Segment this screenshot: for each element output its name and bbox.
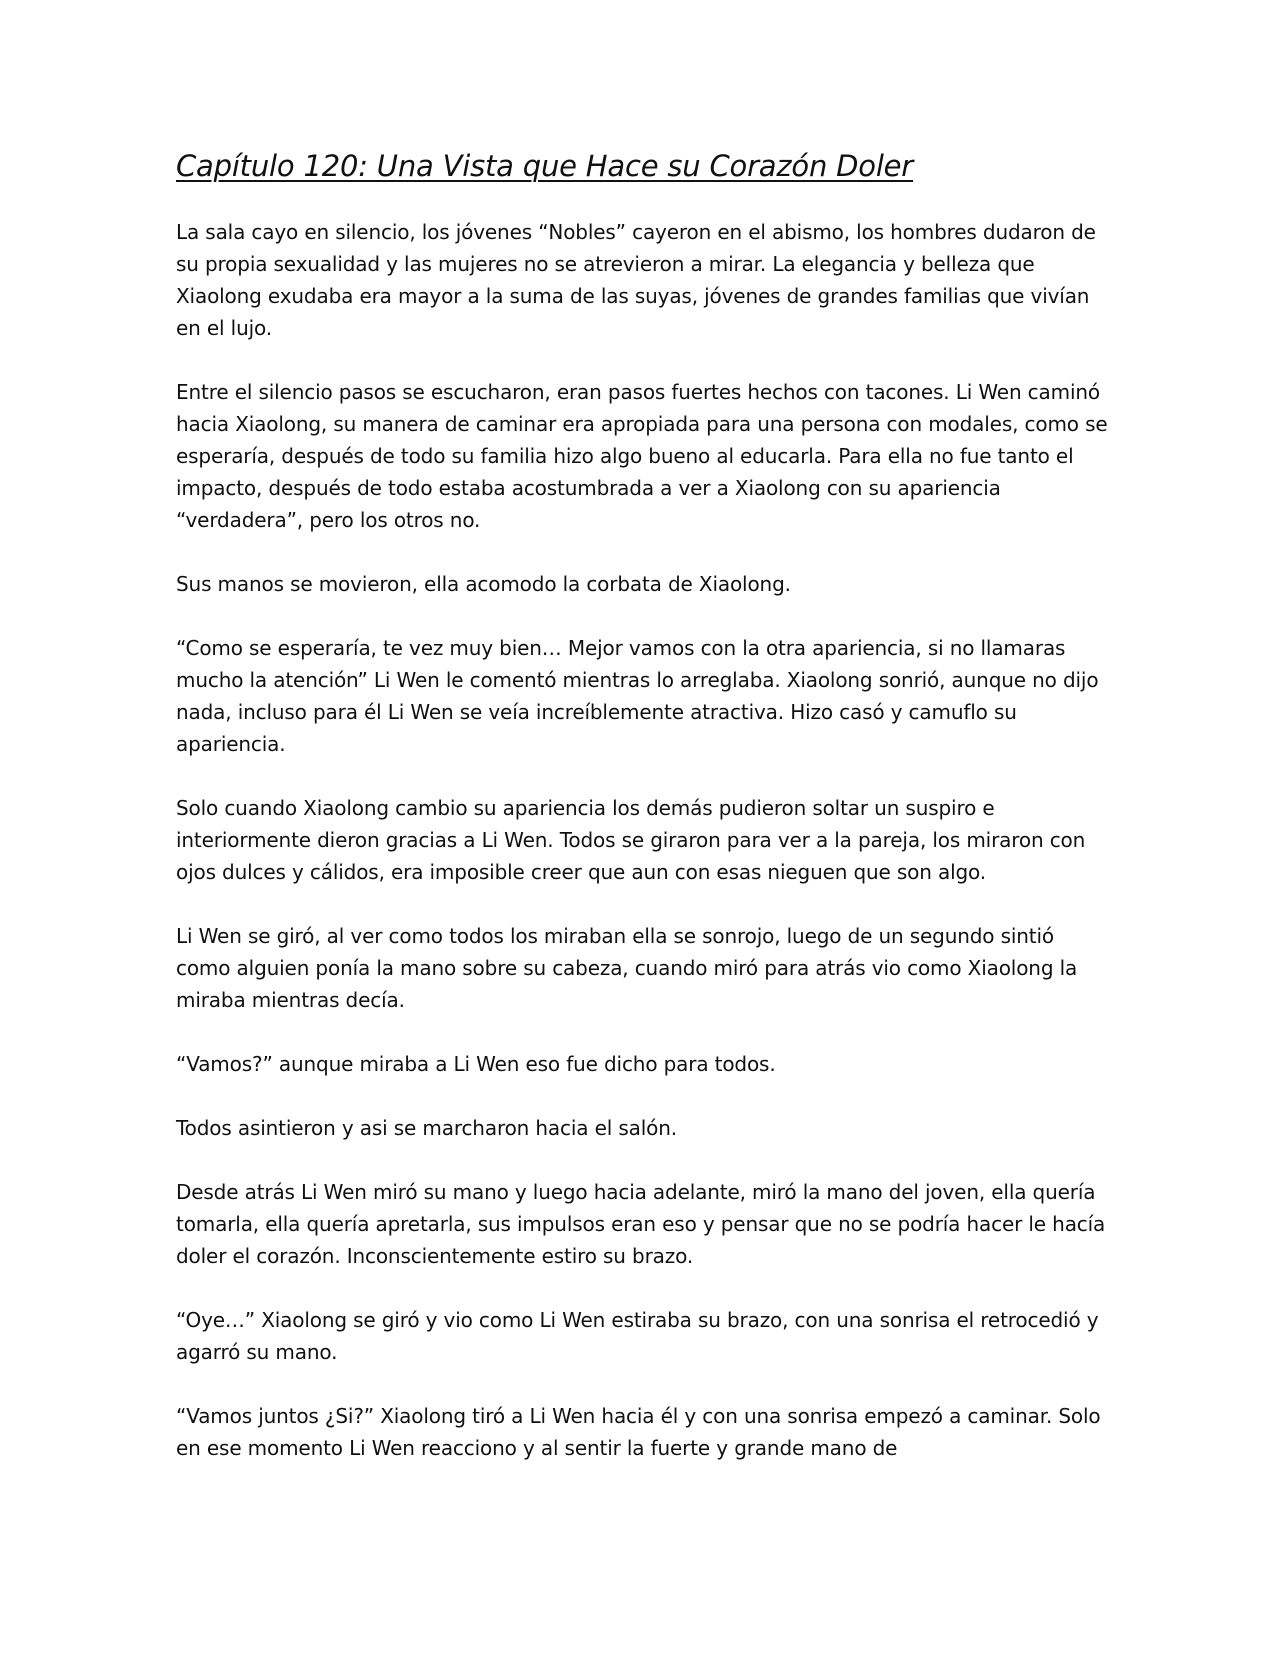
- paragraph-5: Solo cuando Xiaolong cambio su apariencia los demás pudieron soltar un suspiro e interiormente dieron gracias a Li Wen. Todos se giraron para ver a la pareja, los miraron con ojos dulces y cálidos, era imposible creer que aun con esas nieguen que son algo.: [176, 796, 1086, 884]
- paragraph-2: Entre el silencio pasos se escucharon, eran pasos fuertes hechos con tacones. Li Wen caminó hacia Xiaolong, su manera de caminar era apropiada para una persona con modales, como se esperaría, después de todo su familia hizo algo bueno al educarla. Para ella no fue tanto el impacto, después de todo estaba acostumbrada a ver a Xiaolong con su apariencia “verdadera”, pero los otros no.: [176, 380, 1108, 532]
- paragraph-3: Sus manos se movieron, ella acomodo la corbata de Xiaolong.: [176, 572, 791, 596]
- paragraph-8: Todos asintieron y asi se marcharon hacia el salón.: [176, 1116, 677, 1140]
- paragraph-1: La sala cayo en silencio, los jóvenes “Nobles” cayeron en el abismo, los hombres dudaron de su propia sexualidad y las mujeres no se atrevieron a mirar. La elegancia y belleza que Xiaolong exudaba era mayor a la suma de las suyas, jóvenes de grandes familias que vivían en el lujo.: [176, 220, 1096, 340]
- paragraph-6: Li Wen se giró, al ver como todos los miraban ella se sonrojo, luego de un segundo sintió como alguien ponía la mano sobre su cabeza, cuando miró para atrás vio como Xiaolong la miraba mientras decía.: [176, 924, 1078, 1012]
- paragraph-10: “Oye…” Xiaolong se giró y vio como Li Wen estiraba su brazo, con una sonrisa el retrocedió y agarró su mano.: [176, 1308, 1099, 1364]
- paragraph-11: “Vamos juntos ¿Si?” Xiaolong tiró a Li Wen hacia él y con una sonrisa empezó a caminar. Solo en ese momento Li Wen reacciono y al sentir la fuerte y grande mano de: [176, 1404, 1101, 1460]
- paragraph-9: Desde atrás Li Wen miró su mano y luego hacia adelante, miró la mano del joven, ella quería tomarla, ella quería apretarla, sus impulsos eran eso y pensar que no se podría hacer le hacía doler el corazón. Inconscientemente estiro su brazo.: [176, 1180, 1106, 1268]
- document-content: [176, 146, 1112, 1464]
- paragraph-7: “Vamos?” aunque miraba a Li Wen eso fue dicho para todos.: [176, 1052, 776, 1076]
- chapter-title: Capítulo 120: Una Vista que Hace su Corazón Doler: [176, 149, 914, 183]
- paragraph-4: “Como se esperaría, te vez muy bien… Mejor vamos con la otra apariencia, si no llamaras mucho la atención” Li Wen le comentó mientras lo arreglaba. Xiaolong sonrió, aunque no dijo nada, incluso para él Li Wen se veía increíblemente atractiva. Hizo casó y camuflo su apariencia.: [176, 636, 1099, 756]
